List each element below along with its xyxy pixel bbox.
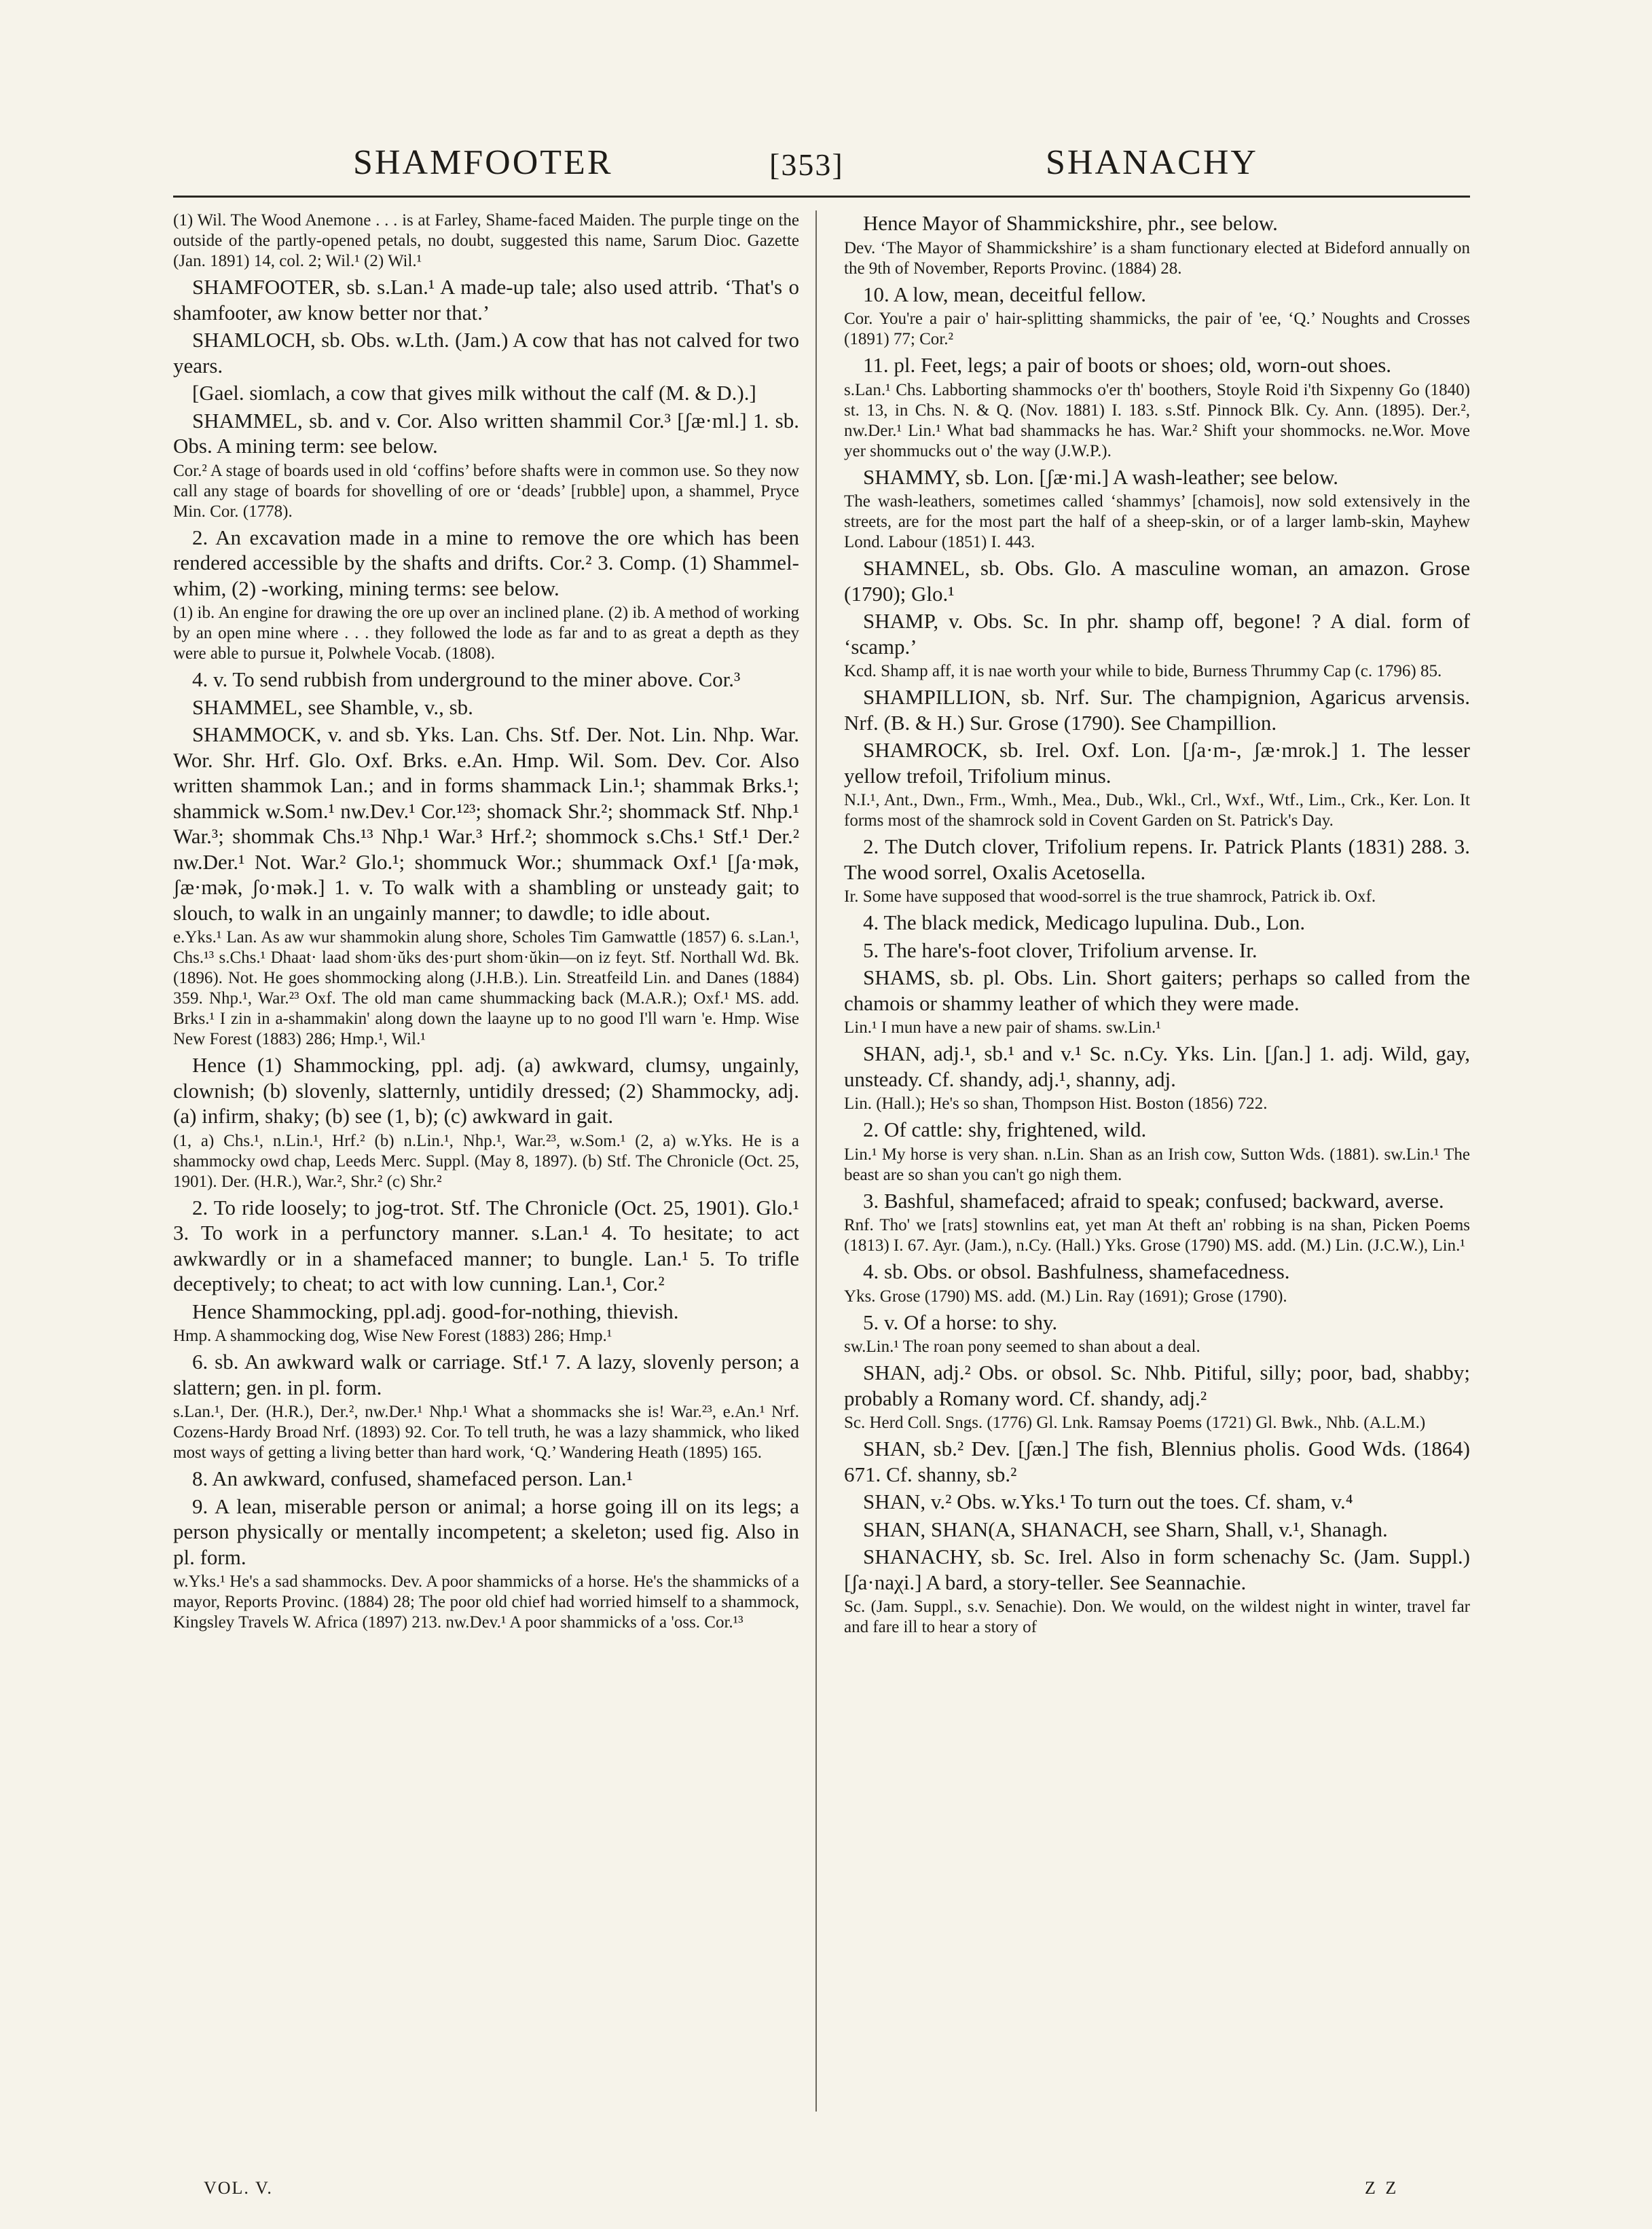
entry-paragraph: 4. v. To send rubbish from underground to the miner above. Cor.³ xyxy=(192,667,741,691)
entry-paragraph: SHAN, v.² Obs. w.Yks.¹ To turn out the toes. Cf. sham, v.⁴ xyxy=(863,1490,1353,1513)
entry-paragraph: SHAMROCK, sb. Irel. Oxf. Lon. [ʃa·m-, ʃæ·mrok.] 1. The lesser yellow trefoil, Trifolium minus. xyxy=(844,738,1470,788)
left-column xyxy=(173,210,799,2166)
entry-paragraph: Hence (1) Shammocking, ppl. adj. (a) awkward, clumsy, ungainly, clownish; (b) slovenly, slatternly, untidily dressed; (2) Shammocky, adj. (a) infirm, shaky; (b) see (1, b); (c) awkward in gait. xyxy=(173,1053,799,1128)
running-header xyxy=(170,143,1473,197)
citation-paragraph: Ir. Some have supposed that wood-sorrel is the true shamrock, Patrick ib. Oxf. xyxy=(844,887,1376,906)
entry-paragraph: 10. A low, mean, deceitful fellow. xyxy=(863,282,1146,306)
citation-paragraph: Lin.¹ My horse is very shan. n.Lin. Shan as an Irish cow, Sutton Wds. (1881). sw.Lin.¹ The beast are so shan you can't go nigh them. xyxy=(844,1145,1470,1184)
entry-paragraph: 9. A lean, miserable person or animal; a horse going ill on its legs; a person physically or mentally incompetent; a skeleton; used fig. Also in pl. form. xyxy=(173,1494,799,1569)
entry-paragraph: 3. Bashful, shamefaced; afraid to speak; confused; backward, averse. xyxy=(863,1188,1444,1213)
citation-paragraph: Rnf. Tho' we [rats] stownlins eat, yet man At theft an' robbing is na shan, Picken Poems (1813) I. 67. Ayr. (Jam.), n.Cy. (Hall.) Yks. Grose (1790) MS. add. (M.) Lin. (J.C.W.), Lin.¹ xyxy=(844,1216,1470,1255)
entry-paragraph: Hence Shammocking, ppl.adj. good-for-nothing, thievish. xyxy=(192,1299,679,1323)
citation-paragraph: (1, a) Chs.¹, n.Lin.¹, Hrf.² (b) n.Lin.¹, Nhp.¹, War.²³, w.Som.¹ (2, a) w.Yks. He is a shammocky owd chap, Leeds Merc. Suppl. (May 8, 1897). (b) Stf. The Chronicle (Oct. 25, 1901). Der. (H.R.), War.², Shr.² (c) Shr.² xyxy=(173,1131,799,1191)
citation-paragraph: Sc. (Jam. Suppl., s.v. Senachie). Don. We would, on the wildest night in winter, travel far and fare ill to hear a story of xyxy=(844,1598,1470,1636)
entry-paragraph: 11. pl. Feet, legs; a pair of boots or shoes; old, worn-out shoes. xyxy=(863,353,1392,377)
citation-paragraph: Kcd. Shamp aff, it is nae worth your while to bide, Burness Thrummy Cap (c. 1796) 85. xyxy=(844,662,1442,680)
citation-paragraph: s.Lan.¹, Der. (H.R.), Der.², nw.Der.¹ Nhp.¹ What a shommacks she is! War.²³, e.An.¹ Nrf. Cozens-Hardy Broad Nrf. (1893) 92. Cor. To tell truth, he was a lazy shammick, who liked most ways of getting a living better than hard work, ‘Q.’ Wandering Heath (1895) 165. xyxy=(173,1403,799,1462)
entry-paragraph: Hence Mayor of Shammickshire, phr., see below. xyxy=(863,211,1278,235)
entry-paragraph: SHAN, SHAN(A, SHANACH, see Sharn, Shall, v.¹, Shanagh. xyxy=(863,1517,1388,1541)
right-column xyxy=(844,210,1470,2166)
entry-paragraph: SHAN, sb.² Dev. [ʃæn.] The fish, Blennius pholis. Good Wds. (1864) 671. Cf. shanny, sb.² xyxy=(844,1437,1470,1486)
entry-paragraph: SHAMPILLION, sb. Nrf. Sur. The champignion, Agaricus arvensis. Nrf. (B. & H.) Sur. Grose (1790). See Champillion. xyxy=(844,685,1470,735)
citation-paragraph: Yks. Grose (1790) MS. add. (M.) Lin. Ray (1691); Grose (1790). xyxy=(844,1287,1287,1306)
citation-paragraph: (1) ib. An engine for drawing the ore up over an inclined plane. (2) ib. A method of working by an open mine where . . . they followed the lode as far and to as great a depth as they were able to pursue it, Polwhele Vocab. (1808). xyxy=(173,604,799,663)
entry-paragraph: 4. The black medick, Medicago lupulina. Dub., Lon. xyxy=(863,910,1306,934)
entry-paragraph: SHAMP, v. Obs. Sc. In phr. shamp off, begone! ? A dial. form of ‘scamp.’ xyxy=(844,609,1470,659)
citation-paragraph: Cor.² A stage of boards used in old ‘coffins’ before shafts were in common use. So they now call any stage of boards for shovelling of ore or ‘deads’ [rubble] upon, a shammel, Pryce Min. Cor. (1778). xyxy=(173,461,799,521)
citation-paragraph: Hmp. A shammocking dog, Wise New Forest (1883) 286; Hmp.¹ xyxy=(173,1327,612,1345)
citation-paragraph: (1) Wil. The Wood Anemone . . . is at Farley, Shame-faced Maiden. The purple tinge on the outside of the partly-opened petals, no doubt, suggested this name, Sarum Dioc. Gazette (Jan. 1891) 14, col. 2; Wil.¹ (2) Wil.¹ xyxy=(173,211,799,270)
citation-paragraph: Lin.¹ I mun have a new pair of shams. sw.Lin.¹ xyxy=(844,1018,1161,1037)
volume-label: VOL. V. xyxy=(204,2178,273,2198)
citation-paragraph: N.I.¹, Ant., Dwn., Frm., Wmh., Mea., Dub., Wkl., Crl., Wxf., Wtf., Lim., Crk., Ker. Lon. It forms most of the shamrock sold in Covent Garden on St. Patrick's Day. xyxy=(844,791,1470,830)
entry-paragraph: 5. v. Of a horse: to shy. xyxy=(863,1310,1058,1334)
citation-paragraph: Cor. You're a pair o' hair-splitting shammicks, the pair of 'ee, ‘Q.’ Noughts and Crosses (1891) 77; Cor.² xyxy=(844,310,1470,348)
entry-paragraph: SHAMS, sb. pl. Obs. Lin. Short gaiters; perhaps so called from the chamois or shammy leather of which they were made. xyxy=(844,965,1470,1015)
entry-paragraph: SHAMMOCK, v. and sb. Yks. Lan. Chs. Stf. Der. Not. Lin. Nhp. War. Wor. Shr. Hrf. Glo. Oxf. Brks. e.An. Hmp. Wil. Som. Dev. Cor. Also written shammok Lan.; and in forms shammack Lin.¹; shammak Brks.¹; shammick w.Som.¹ nw.Dev.¹ Cor.¹²³; shomack Shr.²; shommack Stf. Nhp.¹ War.³; shommak Chs.¹³ Nhp.¹ War.³ Hrf.²; shommock s.Chs.¹ Stf.¹ Der.² nw.Der.¹ Not. War.² Glo.¹; shommuck Wor.; shummack Oxf.¹ [ʃa·mək, ʃæ·mək, ʃo·mək.] 1. v. To walk with a shambling or unsteady gait; to slouch, to walk in an ungainly manner; to dawdle; to idle about. xyxy=(173,722,799,925)
entry-paragraph: SHAMMEL, see Shamble, v., sb. xyxy=(192,695,473,719)
entry-paragraph: SHAMLOCH, sb. Obs. w.Lth. (Jam.) A cow that has not calved for two years. xyxy=(173,328,799,377)
entry-paragraph: SHAMMY, sb. Lon. [ʃæ·mi.] A wash-leather; see below. xyxy=(863,464,1338,489)
citation-paragraph: The wash-leathers, sometimes called ‘shammys’ [chamois], now sold extensively in the streets, are for the most part the half of a sheep-skin, or of a larger lamb-skin, Mayhew Lond. Labour (1851) I. 443. xyxy=(844,492,1470,551)
entry-paragraph: SHAMMEL, sb. and v. Cor. Also written shammil Cor.³ [ʃæ·ml.] 1. sb. Obs. A mining term: see below. xyxy=(173,408,799,458)
entry-paragraph: SHAN, adj.² Obs. or obsol. Sc. Nhb. Pitiful, silly; poor, bad, shabby; probably a Romany word. Cf. shandy, adj.² xyxy=(844,1361,1470,1410)
signature-mark: Z Z xyxy=(1365,2178,1399,2198)
citation-paragraph: Lin. (Hall.); He's so shan, Thompson Hist. Boston (1856) 722. xyxy=(844,1094,1268,1113)
entry-paragraph: 2. To ride loosely; to jog-trot. Stf. The Chronicle (Oct. 25, 1901). Glo.¹ 3. To work in a perfunctory manner. s.Lan.¹ 4. To hesitate; to act awkwardly or in a shamefaced manner; to bungle. Lan.¹ 5. To trifle deceptively; to cheat; to act with low cunning. Lan.¹, Cor.² xyxy=(173,1195,799,1295)
header-rule xyxy=(173,196,1470,198)
entry-paragraph: 2. An excavation made in a mine to remove the ore which has been rendered accessible by the shafts and drifts. Cor.² 3. Comp. (1) Shammel-whim, (2) -working, mining terms: see below. xyxy=(173,525,799,600)
entry-paragraph: 5. The hare's-foot clover, Trifolium arvense. Ir. xyxy=(863,938,1258,962)
header-last-headword: SHANACHY xyxy=(1046,143,1258,182)
header-first-headword: SHAMFOOTER xyxy=(353,143,613,182)
entry-paragraph: 2. Of cattle: shy, frightened, wild. xyxy=(863,1118,1147,1141)
citation-paragraph: Sc. Herd Coll. Sngs. (1776) Gl. Lnk. Ramsay Poems (1721) Gl. Bwk., Nhb. (A.L.M.) xyxy=(844,1414,1426,1432)
entry-paragraph: [Gael. siomlach, a cow that gives milk without the calf (M. & D.).] xyxy=(192,381,756,405)
column-divider xyxy=(815,210,817,2112)
citation-paragraph: Dev. ‘The Mayor of Shammickshire’ is a sham functionary elected at Bideford annually on the 9th of November, Reports Provinc. (1884) 28. xyxy=(844,238,1470,278)
entry-paragraph: 8. An awkward, confused, shamefaced person. Lan.¹ xyxy=(192,1467,633,1490)
entry-paragraph: 6. sb. An awkward walk or carriage. Stf.¹ 7. A lazy, slovenly person; a slattern; gen. in pl. form. xyxy=(173,1350,799,1399)
entry-paragraph: 2. The Dutch clover, Trifolium repens. Ir. Patrick Plants (1831) 288. 3. The wood sorrel, Oxalis Acetosella. xyxy=(844,834,1470,884)
entry-paragraph: SHAN, adj.¹, sb.¹ and v.¹ Sc. n.Cy. Yks. Lin. [ʃan.] 1. adj. Wild, gay, unsteady. Cf. shandy, adj.¹, shanny, adj. xyxy=(844,1042,1470,1091)
entry-paragraph: SHAMNEL, sb. Obs. Glo. A masculine woman, an amazon. Grose (1790); Glo.¹ xyxy=(844,556,1470,606)
citation-paragraph: sw.Lin.¹ The roan pony seemed to shan about a deal. xyxy=(844,1338,1200,1356)
citation-paragraph: w.Yks.¹ He's a sad shammocks. Dev. A poor shammicks of a horse. He's the shammicks of a mayor, Reports Provinc. (1884) 28; The poor old chief had worried himself to a shammock, Kingsley Travels W. Africa (1897) 213. nw.Dev.¹ A poor shammicks of a 'oss. Cor.¹³ xyxy=(173,1572,799,1632)
entry-paragraph: SHANACHY, sb. Sc. Irel. Also in form schenachy Sc. (Jam. Suppl.) [ʃa·naχi.] A bard, a story-teller. See Seannachie. xyxy=(844,1545,1470,1594)
entry-paragraph: 4. sb. Obs. or obsol. Bashfulness, shamefacedness. xyxy=(863,1259,1290,1283)
citation-paragraph: s.Lan.¹ Chs. Labborting shammocks o'er th' boothers, Stoyle Roid i'th Sixpenny Go (1840) st. 13, in Chs. N. & Q. (Nov. 1881) I. 183. s.Stf. Pinnock Blk. Cy. Ann. (1895). Der.², nw.Der.¹ Lin.¹ What bad shammacks he has. War.² Shift your shommocks. ne.Wor. Move yer shommucks out o' the way (J.W.P.). xyxy=(844,380,1470,460)
citation-paragraph: e.Yks.¹ Lan. As aw wur shammokin alung shore, Scholes Tim Gamwattle (1857) 6. s.Lan.¹, Chs.¹³ s.Chs.¹ Dhaat· laad shom·ŭks des·purt shom·ŭkin—on iz feyt. Stf. Northall Wd. Bk. (1896). Not. He goes shommocking along (J.H.B.). Lin. Streatfeild Lin. and Danes (1884) 359. Nhp.¹, War.²³ Oxf. The old man came shummacking back (M.A.R.); Oxf.¹ MS. add. Brks.¹ I zin in a-shammakin' along down the laayne up to no good I'll warn 'e. Hmp. Wise New Forest (1883) 286; Hmp.¹, Wil.¹ xyxy=(173,928,799,1048)
entry-paragraph: SHAMFOOTER, sb. s.Lan.¹ A made-up tale; also used attrib. ‘That's o shamfooter, aw know better nor that.’ xyxy=(173,275,799,325)
page-number: [353] xyxy=(769,147,844,182)
